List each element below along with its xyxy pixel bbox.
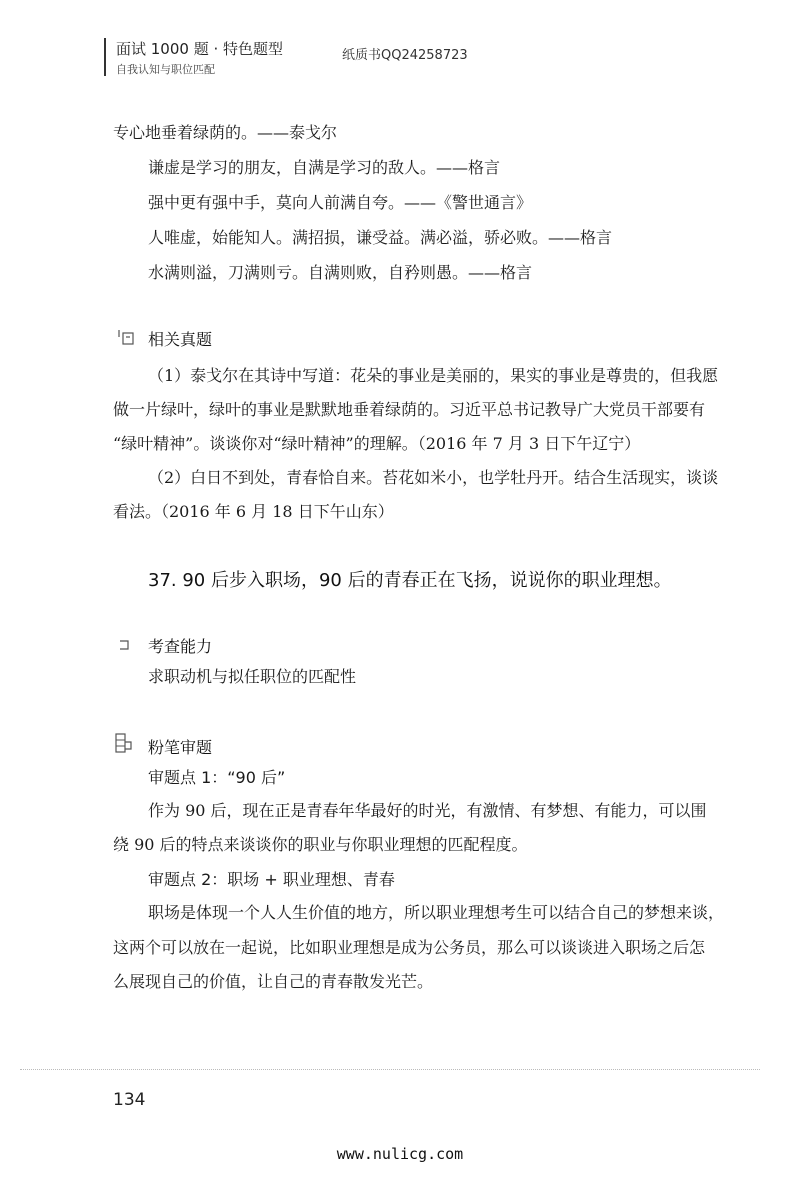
header-title: 面试 1000 题 · 特色题型 — [116, 40, 284, 58]
review-icon — [113, 732, 135, 758]
review-point-label: 审题点 1：“90 后” — [148, 768, 286, 787]
footer-divider — [20, 1069, 760, 1070]
header-watermark: 纸质书QQ24258723 — [342, 48, 468, 63]
related-paragraph-line: （1）泰戈尔在其诗中写道：花朵的事业是美丽的，果实的事业是尊贵的，但我愿 — [148, 366, 719, 385]
quote-line: 人唯虚，始能知人。满招损，谦受益。满必溢，骄必败。——格言 — [148, 228, 613, 247]
header-subtitle: 自我认知与职位匹配 — [116, 63, 215, 76]
related-paragraph-line: （2）白日不到处，青春恰自来。苔花如米小，也学牡丹开。结合生活现实，谈谈 — [148, 468, 719, 487]
related-paragraph-line: 看法。（2016 年 6 月 18 日下午山东） — [113, 502, 394, 521]
header-divider — [104, 38, 106, 76]
review-point-label: 审题点 2：职场 + 职业理想、青春 — [148, 870, 395, 889]
review-paragraph-line: 职场是体现一个人人生价值的地方，所以职业理想考生可以结合自己的梦想来谈， — [148, 903, 725, 922]
review-paragraph-line: 绕 90 后的特点来谈谈你的职业与你职业理想的匹配程度。 — [113, 835, 528, 854]
page-number: 134 — [113, 1090, 146, 1110]
ability-text: 求职动机与拟任职位的匹配性 — [148, 667, 357, 686]
quote-line: 专心地垂着绿荫的。——泰戈尔 — [113, 123, 338, 142]
question-title: 37. 90 后步入职场，90 后的青春正在飞扬，说说你的职业理想。 — [148, 570, 672, 591]
section-title-ability: 考查能力 — [148, 637, 213, 656]
review-paragraph-line: 这两个可以放在一起说，比如职业理想是成为公务员，那么可以谈谈进入职场之后怎 — [113, 938, 706, 957]
ability-icon — [117, 637, 133, 657]
quote-line: 水满则溢，刀满则亏。自满则败，自矜则愚。——格言 — [148, 263, 533, 282]
related-icon — [117, 328, 135, 350]
related-paragraph-line: “绿叶精神”。谈谈你对“绿叶精神”的理解。（2016 年 7 月 3 日下午辽宁） — [113, 434, 641, 453]
section-title-review: 粉笔审题 — [148, 738, 213, 757]
related-paragraph-line: 做一片绿叶，绿叶的事业是默默地垂着绿荫的。习近平总书记教导广大党员干部要有 — [113, 400, 706, 419]
footer-url: www.nulicg.com — [336, 1145, 464, 1163]
quote-line: 强中更有强中手，莫向人前满自夸。——《警世通言》 — [148, 193, 533, 212]
section-title-related: 相关真题 — [148, 330, 213, 349]
review-paragraph-line: 作为 90 后，现在正是青春年华最好的时光，有激情、有梦想、有能力，可以围 — [148, 801, 707, 820]
quote-line: 谦虚是学习的朋友，自满是学习的敌人。——格言 — [148, 158, 501, 177]
review-paragraph-line: 么展现自己的价值，让自己的青春散发光芒。 — [113, 972, 434, 991]
